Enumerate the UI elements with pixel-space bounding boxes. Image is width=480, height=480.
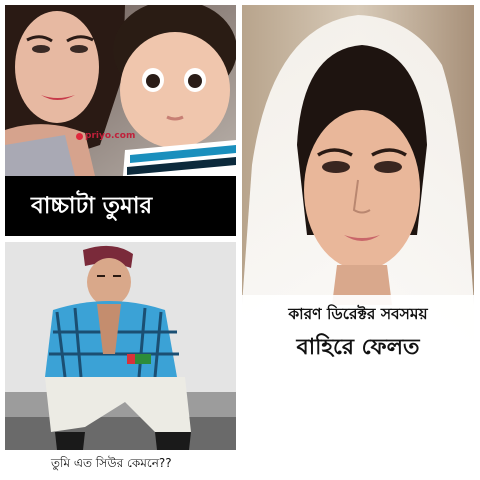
top-left-caption: বাচ্চাটা তুমার [5,176,236,236]
woman-and-baby-photo [5,5,236,176]
bottom-left-caption: তুমি এত সিউর কেমনে?? [51,456,172,470]
watermark-logo [76,131,135,141]
right-caption-line2: বাহিরে ফেলত [296,335,420,360]
logo-dot-icon [76,133,83,140]
watermark-text: priyo.com [85,131,136,141]
man-sitting-photo [5,242,236,450]
woman-veil-photo [242,5,474,475]
right-caption-line1: কারণ ডিরেক্টর সবসময় [288,305,428,323]
